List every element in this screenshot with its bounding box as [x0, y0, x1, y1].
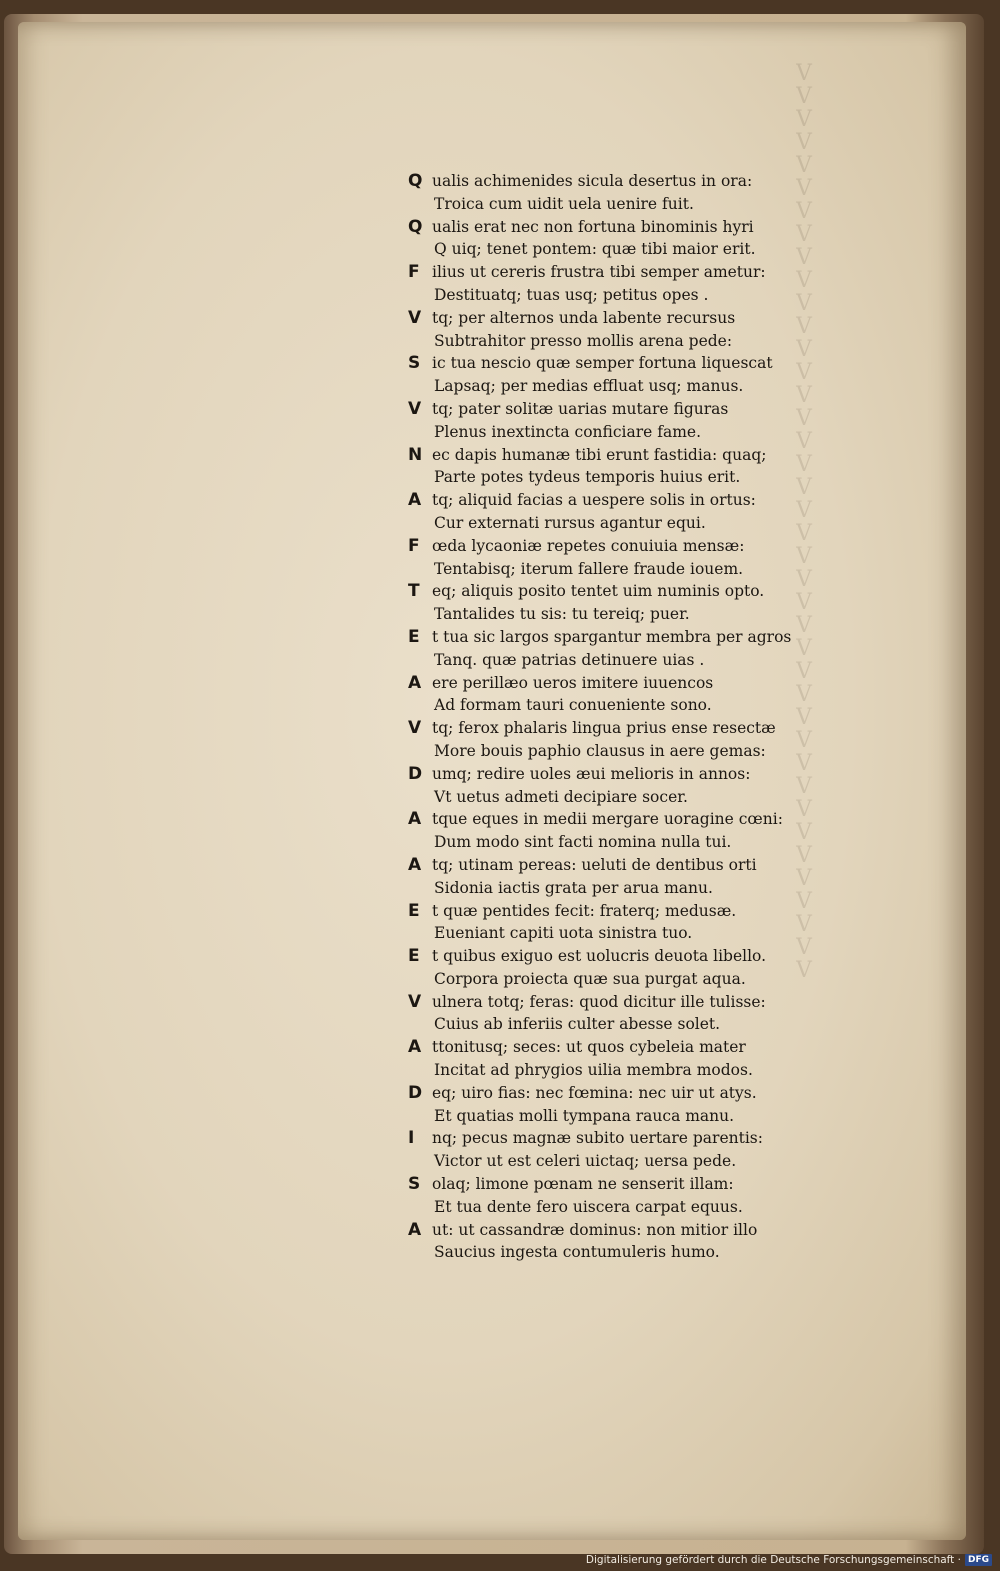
verse-line [408, 991, 838, 1014]
verse-text: Tentabisq; iterum fallere fraude iouem. [434, 559, 744, 578]
verse-initial: A [408, 490, 422, 511]
verse-line [408, 854, 838, 877]
verse-text: tq; aliquid facias a uespere solis in ortus: [432, 491, 756, 510]
verse-initial: A [408, 1037, 422, 1058]
verse-line [408, 398, 838, 421]
verse-text: tq; pater solitæ uarias mutare figuras [432, 399, 729, 418]
verse-line [408, 1196, 838, 1219]
verse-text: tq; ferox phalaris lingua prius ense resectæ [432, 719, 776, 738]
verse-initial: F [408, 262, 420, 283]
verse-line [408, 261, 838, 284]
verse-text: ic tua nescio quæ semper fortuna liquescat [432, 354, 773, 373]
verse-line [408, 694, 838, 717]
verse-block [408, 170, 838, 1264]
verse-line [408, 626, 838, 649]
verse-text: Ad formam tauri conueniente sono. [434, 696, 712, 715]
verse-line [408, 1082, 838, 1105]
verse-line [408, 1105, 838, 1128]
verse-text: umq; redire uoles æui melioris in annos: [432, 764, 751, 783]
verse-line [408, 444, 838, 467]
verse-text: Corpora proiecta quæ sua purgat aqua. [434, 969, 746, 988]
verse-line [408, 1036, 838, 1059]
verse-text: Eueniant capiti uota sinistra tuo. [434, 924, 693, 943]
verse-text: eq; uiro fias: nec fœmina: nec uir ut atys. [432, 1083, 757, 1102]
verse-initial: A [408, 809, 422, 830]
verse-initial: F [408, 535, 420, 556]
verse-initial: S [408, 1174, 421, 1195]
verse-text: ualis achimenides sicula desertus in ora: [432, 172, 753, 190]
verse-line [408, 466, 838, 489]
verse-line [408, 922, 838, 945]
verse-initial: V [408, 991, 422, 1012]
verse-text: Dum modo sint facti nomina nulla tui. [434, 833, 732, 852]
verse-line [408, 330, 838, 353]
verse-line [408, 740, 838, 763]
dfg-logo-icon: DFG [965, 1554, 992, 1566]
verse-text: Troica cum uidit uela uenire fuit. [434, 194, 694, 213]
verse-text: tq; utinam pereas: ueluti de dentibus orti [432, 855, 757, 874]
verse-line [408, 421, 838, 444]
show-through-text: V V V V V V V V V V V V V V V V V V V V V V V V V V V V V V V V V V V V V V V V [796, 62, 812, 983]
verse-text: Sidonia iactis grata per arua manu. [434, 878, 713, 897]
verse-line [408, 558, 838, 581]
verse-initial: I [408, 1128, 415, 1149]
verse-line [408, 216, 838, 239]
verse-line [408, 877, 838, 900]
verse-initial: E [408, 946, 420, 967]
verse-text: Lapsaq; per medias effluat usq; manus. [434, 377, 744, 396]
verse-text: eq; aliquis posito tentet uim numinis opto. [432, 582, 765, 601]
verse-text: nq; pecus magnæ subito uertare parentis: [432, 1129, 763, 1148]
verse-initial: V [408, 718, 422, 739]
verse-line [408, 375, 838, 398]
verse-line [408, 1127, 838, 1150]
verse-text: ttonitusq; seces: ut quos cybeleia mater [432, 1038, 746, 1057]
verse-text: ualis erat nec non fortuna binominis hyri [432, 217, 754, 236]
verse-initial: V [408, 398, 422, 419]
verse-line [408, 717, 838, 740]
verse-initial: T [408, 581, 420, 602]
verse-initial: S [408, 353, 421, 374]
verse-initial: A [408, 1219, 422, 1240]
verse-initial: V [408, 307, 422, 328]
verse-initial: A [408, 854, 422, 875]
verse-text: Cuius ab inferiis culter abesse solet. [434, 1015, 721, 1034]
verse-text: Cur externati rursus agantur equi. [434, 513, 706, 532]
verse-initial: A [408, 672, 422, 693]
verse-line [408, 786, 838, 809]
verse-text: olaq; limone pœnam ne senserit illam: [432, 1175, 734, 1194]
verse-text: t quæ pentides fecit: fraterq; medusæ. [432, 901, 737, 920]
verse-line [408, 1241, 838, 1264]
verse-text: ut: ut cassandræ dominus: non mitior illo [432, 1220, 758, 1239]
footer-credit-text: Digitalisierung gefördert durch die Deutsche Forschungsgemeinschaft · [585, 1554, 961, 1566]
verse-text: Parte potes tydeus temporis huius erit. [434, 468, 741, 487]
verse-line [408, 352, 838, 375]
verse-line [408, 763, 838, 786]
verse-line [408, 1173, 838, 1196]
verse-line [408, 1219, 838, 1242]
verse-line [408, 307, 838, 330]
verse-line [408, 535, 838, 558]
verse-text: tq; per alternos unda labente recursus [432, 308, 736, 327]
verse-line [408, 968, 838, 991]
verse-text: Saucius ingesta contumuleris humo. [434, 1243, 720, 1262]
verse-line [408, 945, 838, 968]
verse-text: Destituatq; tuas usq; petitus opes . [434, 285, 709, 304]
verse-text: ere perillæo ueros imitere iuuencos [432, 673, 714, 692]
verse-line [408, 238, 838, 261]
verse-initial: D [408, 763, 423, 784]
verse-text: Incitat ad phrygios uilia membra modos. [434, 1061, 753, 1080]
verse-text: ec dapis humanæ tibi erunt fastidia: quaq; [432, 445, 767, 464]
verse-line [408, 603, 838, 626]
verse-text: Plenus inextincta conficiare fame. [434, 422, 702, 441]
verse-line [408, 193, 838, 216]
verse-text: œda lycaoniæ repetes conuiuia mensæ: [432, 536, 745, 555]
verse-text: t tua sic largos spargantur membra per agros [432, 627, 792, 646]
verse-line [408, 1150, 838, 1173]
verse-line [408, 489, 838, 512]
verse-line [408, 170, 838, 193]
verse-initial: Q [408, 216, 423, 237]
verse-line [408, 900, 838, 923]
verse-line [408, 1059, 838, 1082]
verse-text: Vt uetus admeti decipiare socer. [434, 787, 688, 806]
verse-line [408, 1013, 838, 1036]
verse-text: Victor ut est celeri uictaq; uersa pede. [434, 1152, 737, 1171]
verse-text: Et quatias molli tympana rauca manu. [434, 1106, 735, 1125]
footer-credit [586, 1553, 992, 1567]
verse-text: Subtrahitor presso mollis arena pede: [434, 331, 733, 350]
verse-text: t quibus exiguo est uolucris deuota libello. [432, 947, 767, 966]
verse-initial: E [408, 900, 420, 921]
verse-line [408, 649, 838, 672]
verse-initial: N [408, 444, 423, 465]
verse-text: ulnera totq; feras: quod dicitur ille tulisse: [432, 992, 766, 1011]
verse-line [408, 808, 838, 831]
verse-line [408, 512, 838, 535]
verse-line [408, 672, 838, 695]
verse-text: Q uiq; tenet pontem: quæ tibi maior erit. [434, 240, 756, 259]
verse-line [408, 284, 838, 307]
verse-text: Tantalides tu sis: tu tereiq; puer. [434, 605, 690, 624]
verse-line [408, 580, 838, 603]
verse-initial: Q [408, 171, 423, 191]
verse-text: ilius ut cereris frustra tibi semper ametur: [432, 263, 766, 282]
verse-line [408, 831, 838, 854]
verse-initial: D [408, 1082, 423, 1103]
verse-text: More bouis paphio clausus in aere gemas: [434, 741, 766, 760]
verse-text: tque eques in medii mergare uoragine cœni: [432, 810, 783, 829]
verse-text: Et tua dente fero uiscera carpat equus. [434, 1197, 743, 1216]
verse-initial: E [408, 626, 420, 647]
verse-text: Tanq. quæ patrias detinuere uias . [434, 650, 705, 669]
